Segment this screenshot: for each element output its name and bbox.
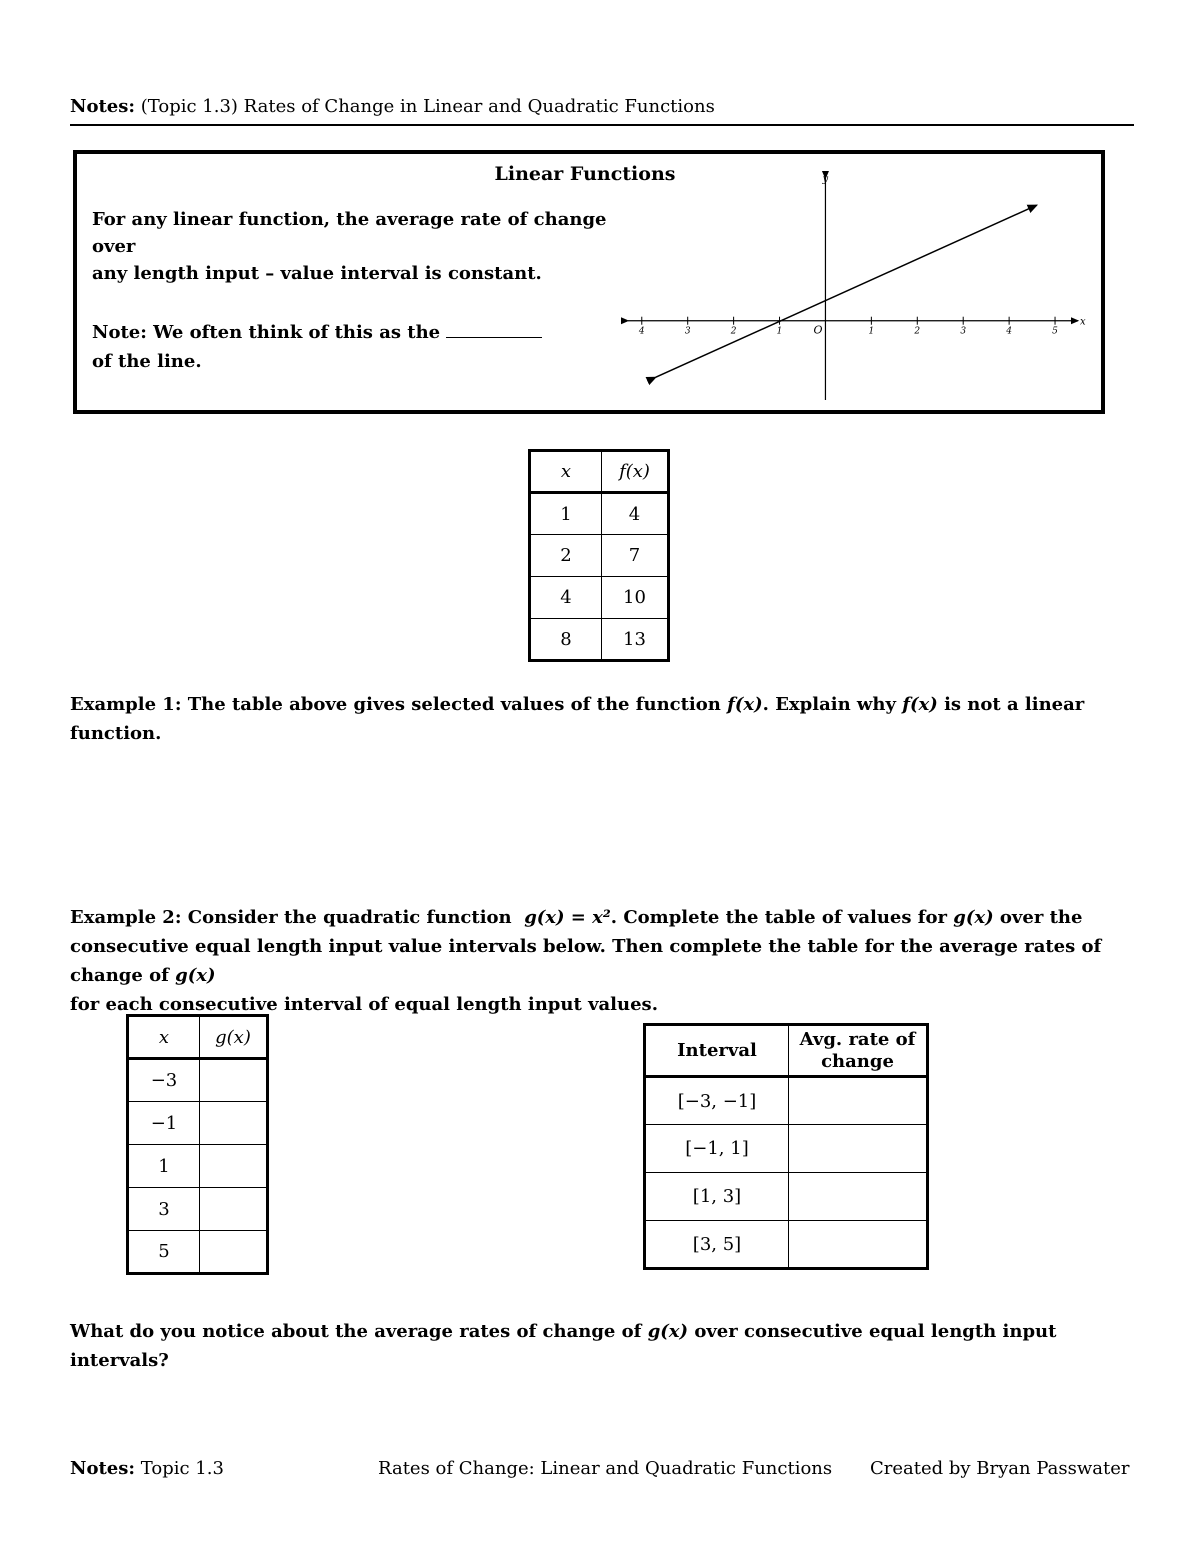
linear-functions-title: Linear Functions — [494, 163, 676, 185]
example-2 — [70, 903, 1160, 1019]
header-notes-label: Notes: — [70, 96, 136, 117]
header-interval: Interval — [645, 1025, 789, 1077]
example-2-text-b: . Complete the table of values for — [610, 907, 947, 928]
statement-line-2: any length input – value interval is constant. — [92, 263, 542, 284]
linear-functions-statement — [92, 206, 622, 287]
cell-interval: [1, 3] — [645, 1173, 789, 1221]
cell-x: 8 — [530, 619, 602, 661]
example-1-text-b: . Explain why — [762, 694, 896, 715]
x-tick-label: 3 — [960, 326, 967, 337]
cell-gx-input[interactable] — [200, 1059, 268, 1102]
cell-x: 5 — [128, 1231, 200, 1274]
header-x: x — [530, 451, 602, 493]
gx-symbol: g(x) — [647, 1321, 689, 1342]
page-header — [70, 96, 1134, 117]
y-axis-label: y — [822, 174, 829, 185]
table-header-row — [530, 451, 669, 493]
cell-fx: 4 — [602, 493, 669, 535]
function-line — [656, 205, 1037, 377]
header-avg-rate: Avg. rate of change — [789, 1025, 928, 1077]
linear-note — [92, 318, 562, 376]
cell-x: 1 — [128, 1145, 200, 1188]
question-text-b: over consecutive equal length input intervals? — [70, 1321, 1057, 1371]
cell-fx: 10 — [602, 577, 669, 619]
table-row — [645, 1221, 928, 1269]
table-row — [128, 1188, 268, 1231]
gx-symbol: g(x) — [175, 965, 216, 986]
x-axis-label: x — [1080, 316, 1086, 328]
cell-x: 2 — [530, 535, 602, 577]
x-tick-label: 2 — [730, 326, 737, 337]
example-1-text: The table above gives selected values of the function — [187, 694, 721, 715]
linear-graph — [620, 168, 1090, 406]
x-tick-label: 1 — [868, 326, 875, 337]
header-gx: g(x) — [200, 1016, 268, 1059]
origin-label: O — [813, 323, 823, 337]
table-header-row — [128, 1016, 268, 1059]
footer-notes-label: Notes: — [70, 1458, 136, 1479]
gx-function: g(x) = x² — [524, 907, 611, 928]
table-row — [128, 1231, 268, 1274]
table-row — [530, 619, 669, 661]
cell-x: −1 — [128, 1102, 200, 1145]
cell-gx-input[interactable] — [200, 1231, 268, 1274]
table-row — [530, 535, 669, 577]
header-fx: f(x) — [602, 451, 669, 493]
f-values-table — [528, 449, 670, 662]
cell-gx-input[interactable] — [200, 1102, 268, 1145]
cell-rate-input[interactable] — [789, 1173, 928, 1221]
cell-interval: [3, 5] — [645, 1221, 789, 1269]
example-2-text: Consider the quadratic function — [187, 907, 512, 928]
footer-topic — [70, 1458, 224, 1479]
cell-rate-input[interactable] — [789, 1221, 928, 1269]
table-header-row — [645, 1025, 928, 1077]
header-divider — [70, 124, 1134, 126]
note-text: We often think of this as the — [153, 322, 441, 343]
note-blank[interactable] — [446, 323, 542, 338]
x-tick-label: 3 — [684, 326, 691, 337]
note-text-2: of the line. — [92, 351, 202, 372]
question-text: What do you notice about the average rates of change of — [70, 1321, 642, 1342]
g-values-table — [126, 1014, 269, 1275]
example-2-line-2: consecutive equal length input value intervals below. Then complete the table for the average rates of change of — [70, 936, 1102, 986]
table-row — [645, 1125, 928, 1173]
footer-center-title: Rates of Change: Linear and Quadratic Functions — [378, 1458, 833, 1479]
table-row — [128, 1102, 268, 1145]
example-2-label: Example 2: — [70, 907, 182, 928]
example-1-label: Example 1: — [70, 694, 182, 715]
table-row — [530, 577, 669, 619]
header-title: (Topic 1.3) Rates of Change in Linear and Quadratic Functions — [140, 96, 715, 117]
fx-symbol: f(x) — [902, 694, 938, 715]
cell-gx-input[interactable] — [200, 1145, 268, 1188]
cell-x: 4 — [530, 577, 602, 619]
question — [70, 1317, 1160, 1375]
cell-fx: 7 — [602, 535, 669, 577]
cell-rate-input[interactable] — [789, 1125, 928, 1173]
example-2-text-c: over the — [999, 907, 1083, 928]
cell-fx: 13 — [602, 619, 669, 661]
fx-symbol: f(x) — [727, 694, 763, 715]
table-row — [530, 493, 669, 535]
cell-x: −3 — [128, 1059, 200, 1102]
statement-line-1: For any linear function, the average rate of change over — [92, 209, 607, 257]
x-tick-label: 1 — [776, 326, 783, 337]
note-label: Note: — [92, 322, 147, 343]
example-1-text-c: is not a linear function. — [70, 694, 1085, 744]
table-row — [645, 1077, 928, 1125]
cell-gx-input[interactable] — [200, 1188, 268, 1231]
x-tick-label: 4 — [1006, 326, 1012, 337]
cell-rate-input[interactable] — [789, 1077, 928, 1125]
cell-x: 3 — [128, 1188, 200, 1231]
avg-rate-table — [643, 1023, 929, 1270]
x-tick-label: 4 — [638, 326, 645, 337]
footer-topic-text: Topic 1.3 — [140, 1458, 224, 1479]
table-row — [645, 1173, 928, 1221]
x-tick-label: 5 — [1052, 326, 1058, 337]
gx-symbol: g(x) — [953, 907, 994, 928]
header-x: x — [128, 1016, 200, 1059]
example-1 — [70, 690, 1170, 748]
footer-author: Created by Bryan Passwater — [870, 1458, 1130, 1479]
example-2-line-3: for each consecutive interval of equal length input values. — [70, 994, 658, 1015]
x-tick-label: 2 — [914, 326, 921, 337]
table-row — [128, 1059, 268, 1102]
cell-x: 1 — [530, 493, 602, 535]
table-row — [128, 1145, 268, 1188]
cell-interval: [−1, 1] — [645, 1125, 789, 1173]
cell-interval: [−3, −1] — [645, 1077, 789, 1125]
